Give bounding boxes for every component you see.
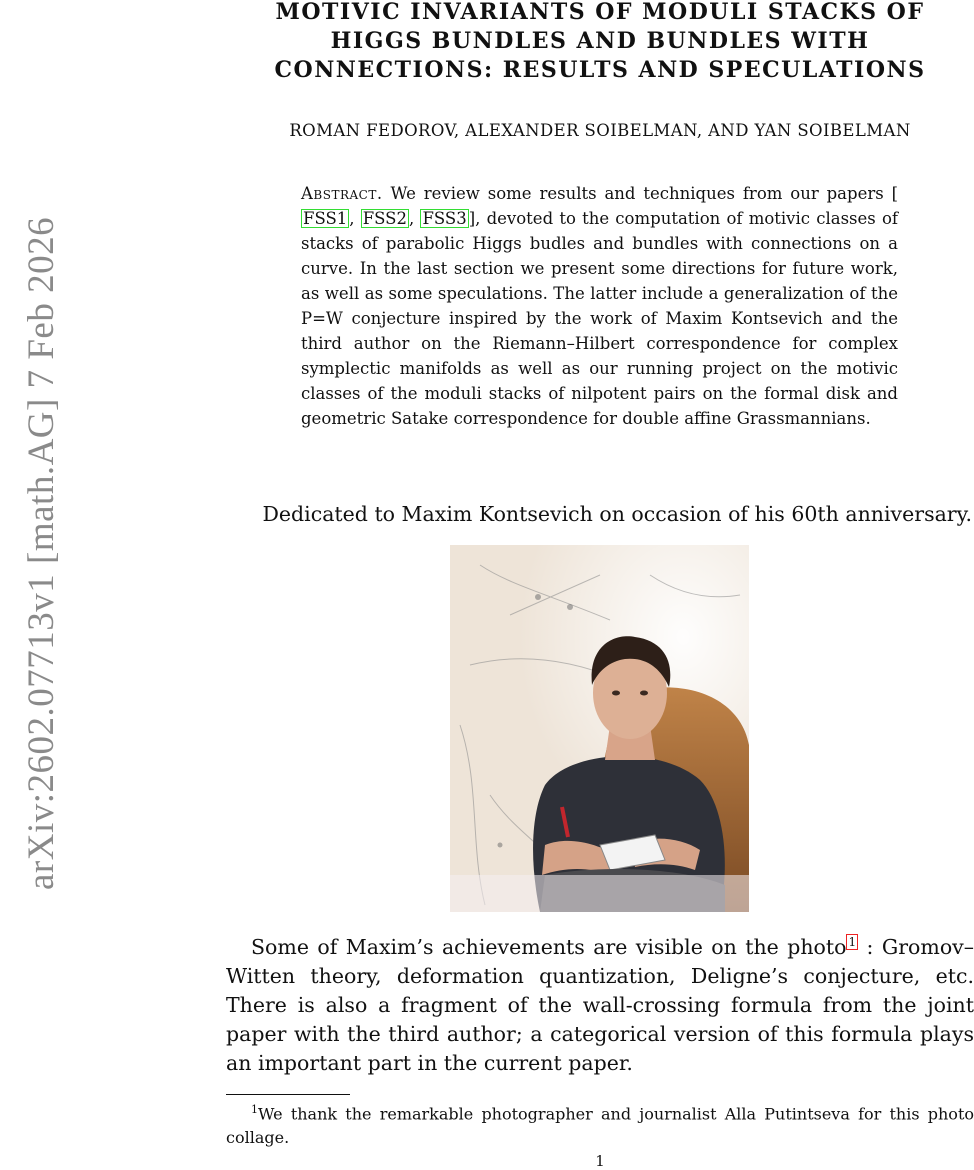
dedication: Dedicated to Maxim Kontsevich on occasion of his 60th anniversary. [262,502,972,526]
footnote-text: We thank the remarkable photographer and journalist Alla Putintseva for this photo collage. [226,1104,974,1148]
photo-collage [450,545,749,912]
footnote-divider [226,1094,350,1095]
page-number: 1 [595,1152,605,1170]
body-text-after-mark: : Gromov–Witten theory, deformation quantization, Deligne’s conjecture, etc. There is also a fragment of the wall-crossing formula from the joint paper with the third author; a categorical version of this formula plays an important part in the current paper. [226,935,974,1075]
body-paragraph [226,933,974,1078]
citation-fss2[interactable]: FSS2 [362,209,407,228]
arxiv-identifier-stamp[interactable]: arXiv:2602.07713v1 [math.AG] 7 Feb 2026 [21,216,62,890]
abstract-body: , devoted to the computation of motivic classes of stacks of parabolic Higgs budles and bundles with connections on a curve. In the last section we present some directions for future work, as well as some speculations. The latter include a generalization of the P=W conjecture inspired by the work of Maxim Kontsevich and the third author on the Riemann–Hilbert correspondence for complex symplectic manifolds as well as our running project on the motivic classes of the moduli stacks of nilpotent pairs on the formal disk and geometric Satake correspondence for double affine Grassmannians. [301,209,898,428]
footnote-number: 1 [251,1103,258,1116]
abstract-intro: We review some results and techniques from our papers [390,184,892,203]
footnote [226,1098,974,1150]
citation-fss1[interactable]: FSS1 [303,209,348,228]
paper-title: MOTIVIC INVARIANTS OF MODULI STACKS OF HIGGS BUNDLES AND BUNDLES WITH CONNECTIONS: RESULTS AND SPECULATIONS [274,0,926,83]
footnote-link[interactable]: 1 [848,935,857,950]
citation-fss3[interactable]: FSS3 [422,209,467,228]
body-text-before-mark: Some of Maxim’s achievements are visible on the photo [251,935,847,959]
abstract-label: Abstract. [301,184,383,203]
paper-authors: ROMAN FEDOROV, ALEXANDER SOIBELMAN, AND YAN SOIBELMAN [289,121,911,140]
abstract: Abstract. We review some results and techniques from our papers [FSS1 , FSS2 , FSS3 ], devoted to the computation of motivic classes of stacks of parabolic Higgs budles and bundles with connections on a curve. In the last section we present some directions for future work, as well as some speculations. The latter include a generalization of the P=W conjecture inspired by the work of Maxim Kontsevich and the third author on the Riemann–Hilbert correspondence for complex symplectic manifolds as well as our running project on the motivic classes of the moduli stacks of nilpotent pairs on the formal disk and geometric Satake correspondence for double affine Grassmannians. [301,184,899,428]
